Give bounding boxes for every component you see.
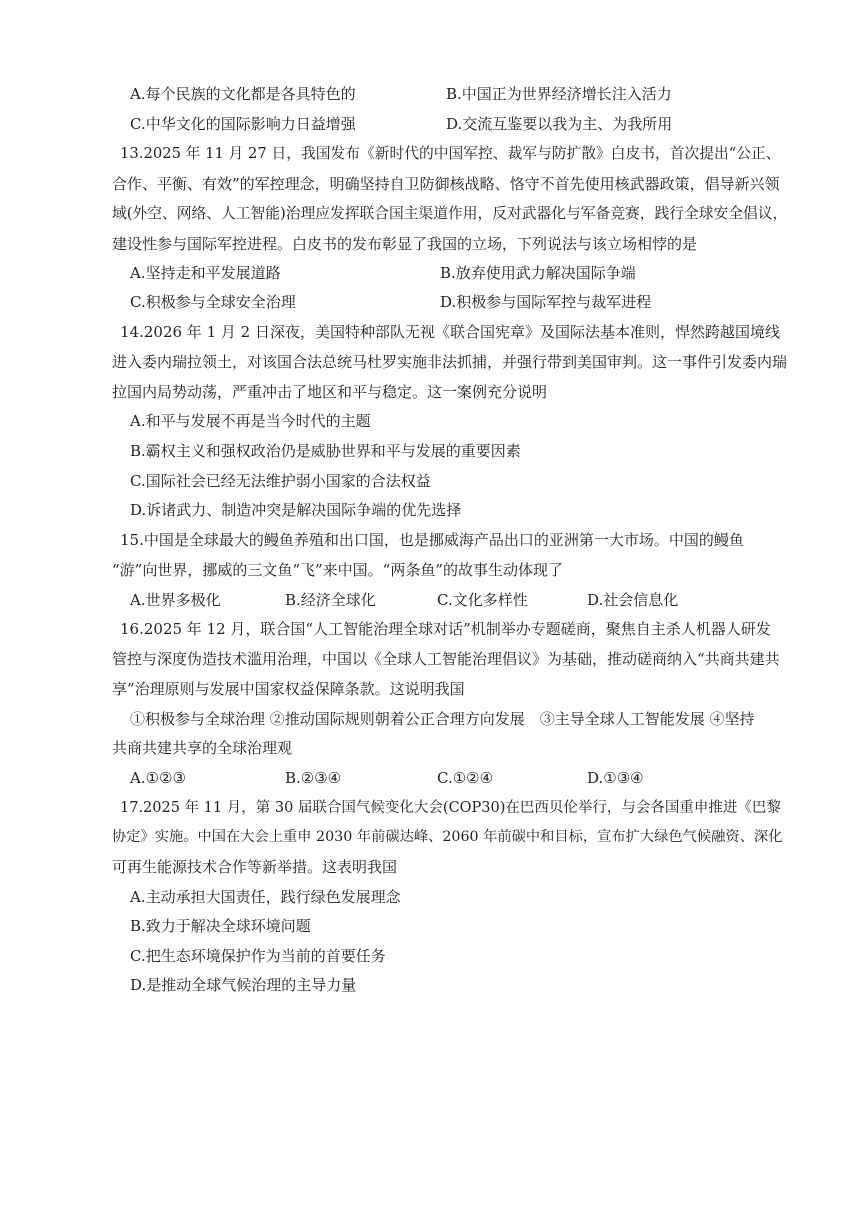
q15-option-d: D.社会信息化 — [587, 591, 679, 609]
q17-stem-line: 协定》实施。中国在大会上重申 2030 年前碳达峰、2060 年前碳中和目标，宣布扩大绿色气候融资、深化 — [112, 829, 783, 845]
q15-stem-line: “游”向世界，挪威的三文鱼“飞”来中国。“两条鱼”的故事生动体现了 — [112, 561, 564, 579]
q16-items-line: ①积极参与全球治理 ②推动国际规则朝着公正合理方向发展 ③主导全球人工智能发展 ④坚持 — [130, 710, 755, 728]
q17-stem-line: 可再生能源技术合作等新举措。这表明我国 — [112, 858, 398, 876]
q17-stem-line: 17.2025 年 11 月，第 30 届联合国气候变化大会(COP30)在巴西贝伦举行，与会各国重申推进《巴黎 — [120, 800, 781, 816]
q14-option-a: A.和平与发展不再是当今时代的主题 — [130, 412, 371, 430]
q12-option-b: B.中国正为世界经济增长注入活力 — [446, 85, 672, 103]
q15-option-a: A.世界多极化 — [130, 591, 221, 609]
q12-option-d: D.交流互鉴要以我为主、为我所用 — [446, 115, 673, 133]
q13-option-d: D.积极参与国际军控与裁军进程 — [440, 293, 652, 311]
q16-option-d: D.①③④ — [587, 769, 644, 787]
q14-stem-line: 进入委内瑞拉领土，对该国合法总统马杜罗实施非法抓捕，并强行带到美国审判。这一事件引发委内瑞 — [112, 353, 788, 371]
q17-option-d: D.是推动全球气候治理的主导力量 — [130, 976, 357, 994]
q16-stem-line: 享”治理原则与发展中国家权益保障条款。这说明我国 — [112, 680, 465, 698]
q17-option-a: A.主动承担大国责任，践行绿色发展理念 — [130, 888, 401, 906]
q12-option-c: C.中华文化的国际影响力日益增强 — [130, 115, 356, 133]
q14-option-c: C.国际社会已经无法维护弱小国家的合法权益 — [130, 472, 431, 490]
q17-option-c: C.把生态环境保护作为当前的首要任务 — [130, 947, 386, 965]
q14-stem-line: 14.2026 年 1 月 2 日深夜，美国特种部队无视《联合国宪章》及国际法基本准则，悍然跨越国境线 — [120, 323, 780, 341]
q13-stem-line: 合作、平衡、有效”的军控理念，明确坚持自卫防御核战略、恪守不首先使用核武器政策，倡导新兴领 — [112, 175, 780, 193]
q16-option-c: C.①②④ — [437, 769, 494, 787]
q14-stem-line: 拉国内局势动荡，严重冲击了地区和平与稳定。这一案例充分说明 — [112, 383, 548, 401]
q13-stem-line: 域(外空、网络、人工智能)治理应发挥联合国主渠道作用，反对武器化与军备竞赛，践行全球安全倡议， — [112, 205, 788, 222]
q16-option-b: B.②③④ — [285, 769, 342, 787]
q17-option-b: B.致力于解决全球环境问题 — [130, 917, 311, 935]
q13-stem-line: 13.2025 年 11 月 27 日，我国发布《新时代的中国军控、裁军与防扩散》白皮书，首次提出“公正、 — [120, 145, 781, 162]
q16-option-a: A.①②③ — [130, 769, 186, 787]
q16-stem-line: 管控与深度伪造技术滥用治理，中国以《全球人工智能治理倡议》为基础，推动磋商纳入“共商共建共 — [112, 650, 780, 668]
q16-items-line: 共商共建共享的全球治理观 — [112, 739, 293, 757]
q16-stem-line: 16.2025 年 12 月，联合国“人工智能治理全球对话”机制举办专题磋商，聚焦自主杀人机器人研发 — [120, 620, 771, 638]
q13-option-a: A.坚持走和平发展道路 — [130, 264, 281, 282]
q12-option-a: A.每个民族的文化都是各具特色的 — [130, 85, 356, 103]
q13-stem-line: 建设性参与国际军控进程。白皮书的发布彰显了我国的立场，下列说法与该立场相悖的是 — [112, 235, 698, 253]
q13-option-c: C.积极参与全球安全治理 — [130, 293, 296, 311]
q15-option-c: C.文化多样性 — [437, 591, 528, 609]
q15-option-b: B.经济全球化 — [285, 591, 376, 609]
q15-stem-line: 15.中国是全球最大的鳗鱼养殖和出口国，也是挪威海产品出口的亚洲第一大市场。中国的鳗鱼 — [120, 531, 744, 549]
q13-option-b: B.放弃使用武力解决国际争端 — [440, 264, 636, 282]
q14-option-d: D.诉诸武力、制造冲突是解决国际争端的优先选择 — [130, 501, 462, 519]
q14-option-b: B.霸权主义和强权政治仍是威胁世界和平与发展的重要因素 — [130, 442, 521, 460]
